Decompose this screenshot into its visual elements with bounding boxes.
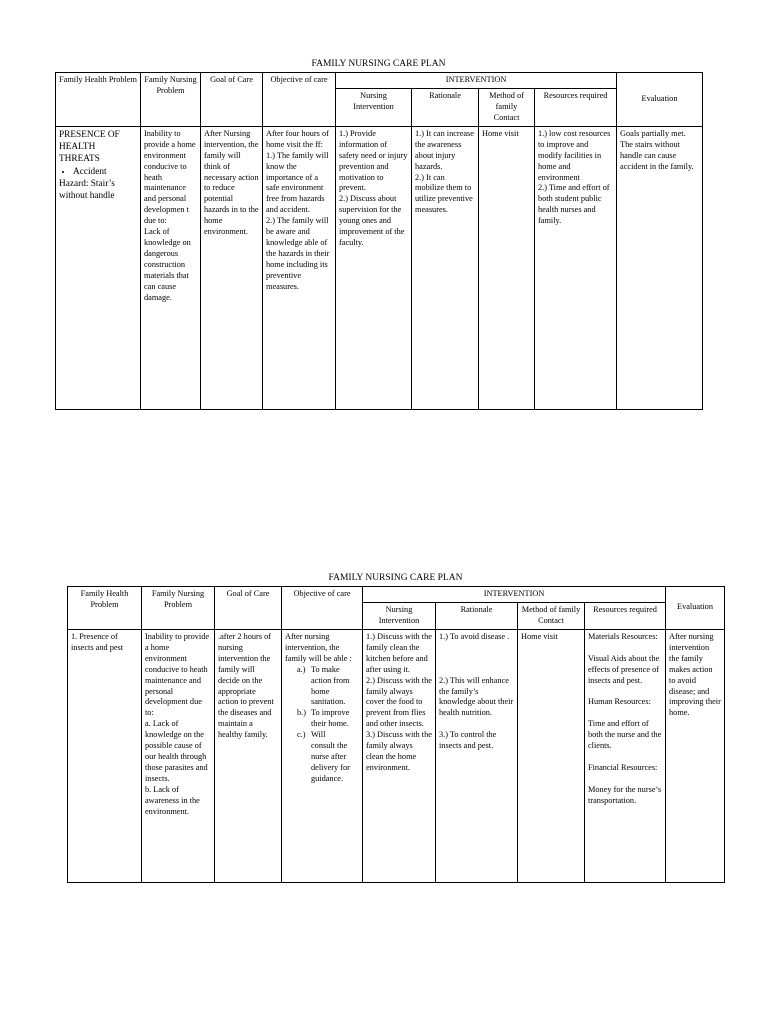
header-evaluation: Evaluation: [666, 587, 725, 630]
health-problem-detail: Hazard: Stair’s without handle: [59, 178, 115, 202]
header-health-problem: Family Health Problem: [68, 587, 142, 630]
header-method: Method of family Contact: [518, 602, 585, 629]
objective-intro: After nursing intervention, the family will be able :: [285, 631, 352, 663]
list-item: [285, 730, 359, 785]
cell-method: Home visit: [479, 126, 535, 409]
list-marker: a.): [297, 664, 306, 674]
cell-health-problem: [56, 126, 141, 409]
cell-method: Home visit: [518, 629, 585, 882]
list-item: [285, 665, 359, 709]
care-plan-2: [67, 573, 724, 883]
plan-title: FAMILY NURSING CARE PLAN: [311, 59, 446, 69]
cell-evaluation: Goals partially met. The stairs without handle can cause accident in the family.: [617, 126, 703, 409]
header-goal: Goal of Care: [201, 73, 263, 127]
cell-objective: After four hours of home visit the ff: 1.) The family will know the importance of a safe environment free from hazards and accident. 2.) The family will be aware and knowledge able of the hazards in their home including its preventive measures.: [263, 126, 336, 409]
list-text: Will consult the nurse after delivery for guidance.: [311, 730, 350, 783]
care-plan-table: [67, 586, 725, 883]
cell-nursing-intervention: 1.) Discuss with the family clean the kitchen before and after using it. 2.) Discuss with the family always cover the food to prevent from flies and other insects. 3.) Discuss with the family always clean the home environment.: [363, 629, 436, 882]
cell-nursing-intervention: 1.) Provide information of safety need or injury prevention and motivation to prevent. 2.) Discuss about supervision for the young ones and improvement of the faculty.: [336, 126, 412, 409]
cell-rationale: 1.) It can increase the awareness about injury hazards. 2.) It can mobilize them to utilize preventive measures.: [412, 126, 479, 409]
header-evaluation: Evaluation: [617, 73, 703, 127]
cell-rationale: 1.) To avoid disease . 2.) This will enhance the family’s knowledge about their health nutrition. 3.) To control the insects and pest.: [436, 629, 518, 882]
header-rationale: Rationale: [412, 88, 479, 126]
list-marker: b.): [297, 708, 306, 718]
cell-health-problem: 1. Presence of insects and pest: [68, 629, 142, 882]
header-intervention: INTERVENTION: [336, 73, 617, 89]
header-nursing-intervention: Nursing Intervention: [336, 88, 412, 126]
header-nursing-problem: Family Nursing Problem: [141, 73, 201, 127]
care-plan-1: [55, 59, 702, 410]
table-row: [68, 629, 725, 882]
care-plan-table: [55, 72, 703, 410]
cell-objective: [282, 629, 363, 882]
table-row: [56, 126, 703, 409]
list-marker: c.): [297, 730, 306, 740]
header-goal: Goal of Care: [215, 587, 282, 630]
list-text: To improve their home.: [311, 708, 350, 729]
cell-goal: .after 2 hours of nursing intervention the family will decide on the appropriate action to prevent the diseases and maintain a healthy family.: [215, 629, 282, 882]
header-method: Method of family Contact: [479, 88, 535, 126]
header-health-problem: Family Health Problem: [56, 73, 141, 127]
header-intervention: INTERVENTION: [363, 587, 666, 603]
plan-title: FAMILY NURSING CARE PLAN: [328, 573, 463, 583]
header-nursing-intervention: Nursing Intervention: [363, 602, 436, 629]
header-resources: Resources required: [535, 88, 617, 126]
list-item: [285, 708, 359, 730]
header-objective: Objective of care: [263, 73, 336, 127]
header-objective: Objective of care: [282, 587, 363, 630]
header-resources: Resources required: [585, 602, 666, 629]
health-problem-bullet: • Accident: [73, 166, 137, 178]
header-rationale: Rationale: [436, 602, 518, 629]
cell-nursing-problem: Inability to provide a home environment conducive to heath maintenance and personal developmen t due to: Lack of knowledge on dangerous construction materials that can cause damage.: [141, 126, 201, 409]
cell-nursing-problem: Inability to provide a home environment conducive to heath maintenance and personal development due to: a. Lack of knowledge on the possible cause of our health through those parasites and insects. b. Lack of awareness in the environment.: [142, 629, 215, 882]
health-problem-heading: PRESENCE OF HEALTH THREATS: [59, 129, 120, 165]
cell-resources: 1.) low cost resources to improve and modify facilities in home and environment 2.) Time and effort of both student public health nurses and family.: [535, 126, 617, 409]
cell-goal: After Nursing intervention, the family will think of necessary action to reduce potential hazards in to the home environment.: [201, 126, 263, 409]
list-text: To make action from home sanitation.: [311, 664, 350, 707]
header-nursing-problem: Family Nursing Problem: [142, 587, 215, 630]
cell-evaluation: After nursing intervention the family makes action to avoid disease; and improving their home.: [666, 629, 725, 882]
cell-resources: Materials Resources: Visual Aids about the effects of presence of insects and pest. Human Resources: Time and effort of both the nurse and the clients. Financial Resources: Money for the nurse’s transportation.: [585, 629, 666, 882]
